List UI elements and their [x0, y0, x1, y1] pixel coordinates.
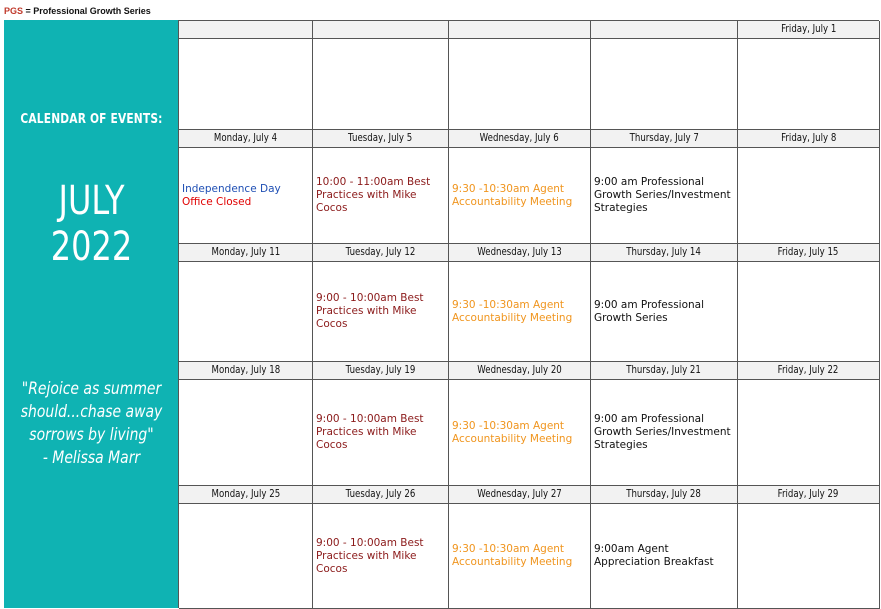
day-header	[313, 244, 449, 262]
day-cell[interactable]	[591, 39, 738, 130]
day-header	[449, 130, 591, 148]
event-text: 9:30 -10:30am Agent Accountability Meeting	[452, 543, 573, 568]
event-text: Independence Day	[182, 182, 281, 195]
day-header	[179, 21, 313, 39]
day-header-label: Tuesday, July 12	[345, 246, 416, 258]
day-cell[interactable]	[313, 380, 449, 486]
day-header-label: Tuesday, July 19	[345, 364, 416, 376]
day-cell[interactable]	[449, 148, 591, 244]
event-list	[594, 299, 734, 325]
day-header-label: Friday, July 22	[778, 364, 839, 376]
day-header	[313, 130, 449, 148]
day-header	[179, 130, 313, 148]
event-list	[594, 176, 734, 215]
day-cell[interactable]	[313, 148, 449, 244]
day-cell[interactable]	[591, 262, 738, 362]
day-header-label: Thursday, July 21	[626, 364, 702, 376]
day-header	[313, 486, 449, 504]
event-text: 9:00 - 10:00am Best Practices with Mike Cocos	[316, 413, 424, 451]
event-text: Office Closed	[182, 195, 252, 208]
month-title: JULY 2022	[50, 178, 133, 270]
event-text: 9:00 am Professional Growth Series/Investment Strategies	[594, 413, 731, 451]
day-header	[179, 486, 313, 504]
quote-line: should...chase away	[20, 402, 163, 422]
day-cell[interactable]	[313, 39, 449, 130]
day-header-label: Thursday, July 28	[626, 488, 702, 500]
day-header	[179, 244, 313, 262]
day-header-label: Monday, July 4	[213, 132, 278, 144]
day-cell[interactable]	[738, 504, 880, 609]
legend-text: = Professional Growth Series	[23, 6, 151, 16]
event-list	[594, 413, 734, 452]
day-cell[interactable]	[738, 262, 880, 362]
day-cell[interactable]	[179, 380, 313, 486]
quote	[20, 378, 164, 470]
day-cell[interactable]	[738, 148, 880, 244]
day-cell[interactable]	[449, 39, 591, 130]
day-header	[591, 244, 738, 262]
day-header-label: Wednesday, July 20	[477, 364, 562, 376]
event-list	[594, 543, 734, 569]
day-header-label: Thursday, July 7	[629, 132, 699, 144]
day-cell[interactable]	[449, 262, 591, 362]
day-cell[interactable]	[591, 148, 738, 244]
quote-line: sorrows by living"	[29, 425, 154, 445]
day-header-label: Thursday, July 14	[626, 246, 702, 258]
event-text: 9:00 am Professional Growth Series/Investment Strategies	[594, 176, 731, 214]
day-header-label: Monday, July 25	[211, 488, 280, 500]
day-cell[interactable]	[738, 380, 880, 486]
day-header	[591, 362, 738, 380]
event-list	[316, 292, 445, 331]
day-header	[449, 486, 591, 504]
day-header-label: Friday, July 1	[780, 23, 837, 35]
event-list	[316, 176, 445, 215]
event-text: 9:00am Agent Appreciation Breakfast	[594, 543, 714, 568]
day-header-label: Tuesday, July 26	[345, 488, 416, 500]
day-header-label: Monday, July 11	[211, 246, 280, 258]
day-header	[313, 21, 449, 39]
event-text: 9:30 -10:30am Agent Accountability Meeting	[452, 298, 573, 324]
day-header	[738, 130, 880, 148]
day-header	[591, 486, 738, 504]
event-text: 9:00 - 10:00am Best Practices with Mike Cocos	[316, 292, 424, 330]
event-list	[316, 537, 445, 576]
event-list	[452, 183, 587, 209]
day-cell[interactable]	[179, 39, 313, 130]
day-header	[313, 362, 449, 380]
day-header-label: Wednesday, July 27	[477, 488, 562, 500]
day-cell[interactable]	[179, 148, 313, 244]
day-cell[interactable]	[179, 262, 313, 362]
day-header	[591, 21, 738, 39]
day-cell[interactable]	[313, 504, 449, 609]
day-cell[interactable]	[449, 380, 591, 486]
quote-line: - Melissa Marr	[42, 448, 141, 468]
day-header	[449, 244, 591, 262]
day-header	[738, 486, 880, 504]
event-text: 9:30 -10:30am Agent Accountability Meeting	[452, 419, 573, 445]
day-header	[738, 21, 880, 39]
legend-abbr: PGS	[4, 6, 24, 16]
calendar-grid	[178, 20, 879, 608]
day-cell[interactable]	[179, 504, 313, 609]
event-list	[452, 299, 587, 325]
day-header-label: Friday, July 29	[778, 488, 839, 500]
event-text: 10:00 - 11:00am Best Practices with Mike Cocos	[316, 176, 431, 214]
day-cell[interactable]	[313, 262, 449, 362]
quote-line: "Rejoice as summer	[21, 379, 162, 399]
event-text: 9:00 - 10:00am Best Practices with Mike Cocos	[316, 536, 424, 575]
day-header	[449, 21, 591, 39]
day-header-label: Wednesday, July 6	[479, 132, 560, 144]
day-cell[interactable]	[449, 504, 591, 609]
day-cell[interactable]	[738, 39, 880, 130]
event-list	[452, 543, 587, 569]
day-header	[179, 362, 313, 380]
day-header-label: Wednesday, July 13	[477, 246, 562, 258]
day-header-label: Friday, July 8	[780, 132, 837, 144]
day-cell[interactable]	[591, 504, 738, 609]
event-list	[452, 420, 587, 446]
calendar-heading: CALENDAR OF EVENTS:	[20, 112, 163, 127]
event-list	[316, 413, 445, 452]
day-header-label: Friday, July 15	[778, 246, 839, 258]
day-cell[interactable]	[591, 380, 738, 486]
legend	[4, 4, 151, 18]
day-header	[591, 130, 738, 148]
day-header	[738, 244, 880, 262]
day-header-label: Monday, July 18	[211, 364, 280, 376]
day-header-label: Tuesday, July 5	[348, 132, 413, 144]
day-header	[449, 362, 591, 380]
event-list	[182, 183, 309, 209]
day-header	[738, 362, 880, 380]
sidebar-panel	[4, 20, 179, 608]
event-text: 9:30 -10:30am Agent Accountability Meeting	[452, 182, 573, 208]
event-text: 9:00 am Professional Growth Series	[594, 298, 705, 324]
